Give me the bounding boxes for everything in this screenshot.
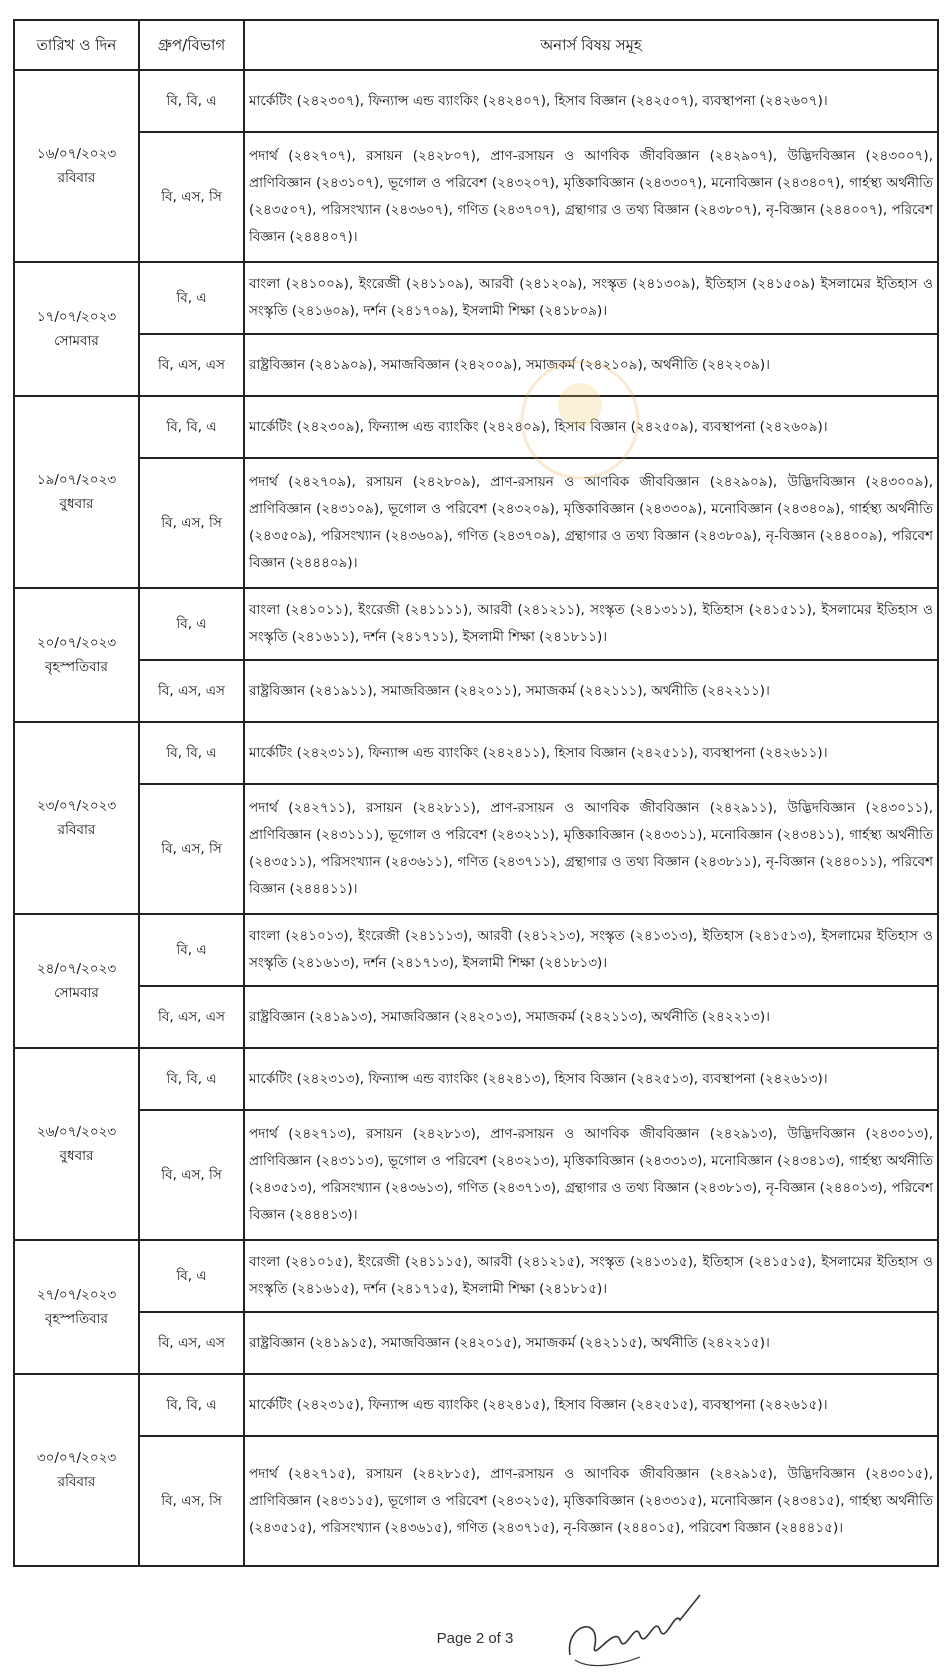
exam-date: ২৬/০৭/২০২৩: [36, 1124, 117, 1140]
date-cell: [14, 588, 139, 722]
group-cell: বি, এস, এস: [139, 1312, 244, 1374]
table-row: [14, 1436, 938, 1566]
table-row: [14, 1048, 938, 1110]
group-cell: বি, এ: [139, 1240, 244, 1312]
exam-date: ২৪/০৭/২০২৩: [36, 961, 117, 977]
subjects-cell: মার্কেটিং (২৪২৩০৯), ফিন্যান্স এন্ড ব্যাংকিং (২৪২৪০৯), হিসাব বিজ্ঞান (২৪২৫০৯), ব্যবস্থাপনা (২৪২৬০৯)।: [244, 396, 938, 458]
subjects-cell: পদার্থ (২৪২৭০৭), রসায়ন (২৪২৮০৭), প্রাণ-রসায়ন ও আণবিক জীববিজ্ঞান (২৪২৯০৭), উদ্ভিদবিজ্ঞান (২৪৩০০৭), প্রাণিবিজ্ঞান (২৪৩১০৭), ভূগোল ও পরিবেশ (২৪৩২০৭), মৃত্তিকাবিজ্ঞান (২৪৩৩০৭), মনোবিজ্ঞান (২৪৩৪০৭), গার্হস্থ্য অর্থনীতি (২৪৩৫০৭), পরিসংখ্যান (২৪৩৬০৭), গণিত (২৪৩৭০৭), গ্রন্থাগার ও তথ্য বিজ্ঞান (২৪৩৮০৭), নৃ-বিজ্ঞান (২৪৪০০৭), পরিবেশ বিজ্ঞান (২৪৪৪০৭)।: [244, 132, 938, 262]
date-cell: [14, 396, 139, 588]
table-row: [14, 722, 938, 784]
group-cell: বি, এস, এস: [139, 986, 244, 1048]
group-cell: বি, বি, এ: [139, 1048, 244, 1110]
exam-day: সোমবার: [54, 333, 99, 349]
date-cell: [14, 914, 139, 1048]
group-cell: বি, বি, এ: [139, 722, 244, 784]
group-cell: বি, এ: [139, 914, 244, 986]
date-cell: [14, 1374, 139, 1566]
table-row: [14, 1312, 938, 1374]
table-row: [14, 132, 938, 262]
group-cell: বি, এ: [139, 588, 244, 660]
header-group: গ্রুপ/বিভাগ: [139, 20, 244, 70]
exam-day: রবিবার: [57, 822, 96, 838]
subjects-cell: মার্কেটিং (২৪২৩০৭), ফিন্যান্স এন্ড ব্যাংকিং (২৪২৪০৭), হিসাব বিজ্ঞান (২৪২৫০৭), ব্যবস্থাপনা (২৪২৬০৭)।: [244, 70, 938, 132]
exam-date: ১৭/০৭/২০২৩: [36, 309, 117, 325]
exam-date: ২৩/০৭/২০২৩: [36, 798, 117, 814]
group-cell: বি, এ: [139, 262, 244, 334]
subjects-cell: পদার্থ (২৪২৭১৫), রসায়ন (২৪২৮১৫), প্রাণ-রসায়ন ও আণবিক জীববিজ্ঞান (২৪২৯১৫), উদ্ভিদবিজ্ঞান (২৪৩০১৫), প্রাণিবিজ্ঞান (২৪৩১১৫), ভূগোল ও পরিবেশ (২৪৩২১৫), মৃত্তিকাবিজ্ঞান (২৪৩৩১৫), মনোবিজ্ঞান (২৪৩৪১৫), গার্হস্থ্য অর্থনীতি (২৪৩৫১৫), পরিসংখ্যান (২৪৩৬১৫), গণিত (২৪৩৭১৫), নৃ-বিজ্ঞান (২৪৪০১৫), পরিবেশ বিজ্ঞান (২৪৪৪১৫)।: [244, 1436, 938, 1566]
table-row: [14, 588, 938, 660]
page-number: Page 2 of 3: [436, 1630, 514, 1647]
table-row: [14, 660, 938, 722]
exam-date: ৩০/০৭/২০২৩: [36, 1450, 117, 1466]
group-cell: বি, বি, এ: [139, 396, 244, 458]
subjects-cell: রাষ্ট্রবিজ্ঞান (২৪১৯১১), সমাজবিজ্ঞান (২৪২০১১), সমাজকর্ম (২৪২১১১), অর্থনীতি (২৪২২১১)।: [244, 660, 938, 722]
subjects-cell: বাংলা (২৪১০০৯), ইংরেজী (২৪১১০৯), আরবী (২৪১২০৯), সংস্কৃত (২৪১৩০৯), ইতিহাস (২৪১৫০৯) ইসলামের ইতিহাস ও সংস্কৃতি (২৪১৬০৯), দর্শন (২৪১৭০৯), ইসলামী শিক্ষা (২৪১৮০৯)।: [244, 262, 938, 334]
subjects-cell: মার্কেটিং (২৪২৩১৫), ফিন্যান্স এন্ড ব্যাংকিং (২৪২৪১৫), হিসাব বিজ্ঞান (২৪২৫১৫), ব্যবস্থাপনা (২৪২৬১৫)।: [244, 1374, 938, 1436]
subjects-cell: পদার্থ (২৪২৭০৯), রসায়ন (২৪২৮০৯), প্রাণ-রসায়ন ও আণবিক জীববিজ্ঞান (২৪২৯০৯), উদ্ভিদবিজ্ঞান (২৪৩০০৯), প্রাণিবিজ্ঞান (২৪৩১০৯), ভূগোল ও পরিবেশ (২৪৩২০৯), মৃত্তিকাবিজ্ঞান (২৪৩৩০৯), মনোবিজ্ঞান (২৪৩৪০৯), গার্হস্থ্য অর্থনীতি (২৪৩৫০৯), পরিসংখ্যান (২৪৩৬০৯), গণিত (২৪৩৭০৯), গ্রন্থাগার ও তথ্য বিজ্ঞান (২৪৩৮০৯), নৃ-বিজ্ঞান (২৪৪০০৯), পরিবেশ বিজ্ঞান (২৪৪৪০৯)।: [244, 458, 938, 588]
date-cell: [14, 1048, 139, 1240]
group-cell: বি, এস, এস: [139, 334, 244, 396]
exam-date: ১৯/০৭/২০২৩: [36, 472, 117, 488]
exam-day: সোমবার: [54, 985, 99, 1001]
table-row: [14, 1374, 938, 1436]
header-subjects: অনার্স বিষয় সমূহ: [244, 20, 938, 70]
group-cell: বি, এস, সি: [139, 1110, 244, 1240]
table-row: [14, 784, 938, 914]
exam-date: ১৬/০৭/২০২৩: [36, 146, 117, 162]
table-row: [14, 396, 938, 458]
schedule-sheet: [13, 19, 939, 1567]
subjects-cell: মার্কেটিং (২৪২৩১১), ফিন্যান্স এন্ড ব্যাংকিং (২৪২৪১১), হিসাব বিজ্ঞান (২৪২৫১১), ব্যবস্থাপনা (২৪২৬১১)।: [244, 722, 938, 784]
table-row: [14, 334, 938, 396]
subjects-cell: বাংলা (২৪১০১৩), ইংরেজী (২৪১১১৩), আরবী (২৪১২১৩), সংস্কৃত (২৪১৩১৩), ইতিহাস (২৪১৫১৩), ইসলামের ইতিহাস ও সংস্কৃতি (২৪১৬১৩), দর্শন (২৪১৭১৩), ইসলামী শিক্ষা (২৪১৮১৩)।: [244, 914, 938, 986]
subjects-cell: মার্কেটিং (২৪২৩১৩), ফিন্যান্স এন্ড ব্যাংকিং (২৪২৪১৩), হিসাব বিজ্ঞান (২৪২৫১৩), ব্যবস্থাপনা (২৪২৬১৩)।: [244, 1048, 938, 1110]
group-cell: বি, এস, সি: [139, 784, 244, 914]
subjects-cell: রাষ্ট্রবিজ্ঞান (২৪১৯১৩), সমাজবিজ্ঞান (২৪২০১৩), সমাজকর্ম (২৪২১১৩), অর্থনীতি (২৪২২১৩)।: [244, 986, 938, 1048]
exam-date: ২৭/০৭/২০২৩: [36, 1287, 117, 1303]
date-cell: [14, 722, 139, 914]
exam-day: রবিবার: [57, 170, 96, 186]
group-cell: বি, এস, এস: [139, 660, 244, 722]
table-row: [14, 262, 938, 334]
header-date-day: তারিখ ও দিন: [14, 20, 139, 70]
group-cell: বি, এস, সি: [139, 132, 244, 262]
signature: [560, 1585, 710, 1670]
subjects-cell: পদার্থ (২৪২৭১১), রসায়ন (২৪২৮১১), প্রাণ-রসায়ন ও আণবিক জীববিজ্ঞান (২৪২৯১১), উদ্ভিদবিজ্ঞান (২৪৩০১১), প্রাণিবিজ্ঞান (২৪৩১১১), ভূগোল ও পরিবেশ (২৪৩২১১), মৃত্তিকাবিজ্ঞান (২৪৩৩১১), মনোবিজ্ঞান (২৪৩৪১১), গার্হস্থ্য অর্থনীতি (২৪৩৫১১), পরিসংখ্যান (২৪৩৬১১), গণিত (২৪৩৭১১), গ্রন্থাগার ও তথ্য বিজ্ঞান (২৪৩৮১১), নৃ-বিজ্ঞান (২৪৪০১১), পরিবেশ বিজ্ঞান (২৪৪৪১১)।: [244, 784, 938, 914]
subjects-cell: বাংলা (২৪১০১৫), ইংরেজী (২৪১১১৫), আরবী (২৪১২১৫), সংস্কৃত (২৪১৩১৫), ইতিহাস (২৪১৫১৫), ইসলামের ইতিহাস ও সংস্কৃতি (২৪১৬১৫), দর্শন (২৪১৭১৫), ইসলামী শিক্ষা (২৪১৮১৫)।: [244, 1240, 938, 1312]
date-cell: [14, 262, 139, 396]
subjects-cell: রাষ্ট্রবিজ্ঞান (২৪১৯১৫), সমাজবিজ্ঞান (২৪২০১৫), সমাজকর্ম (২৪২১১৫), অর্থনীতি (২৪২২১৫)।: [244, 1312, 938, 1374]
table-row: [14, 914, 938, 986]
group-cell: বি, এস, সি: [139, 458, 244, 588]
table-row: [14, 986, 938, 1048]
exam-day: বুধবার: [59, 1148, 94, 1164]
date-cell: [14, 1240, 139, 1374]
date-cell: [14, 70, 139, 262]
subjects-cell: বাংলা (২৪১০১১), ইংরেজী (২৪১১১১), আরবী (২৪১২১১), সংস্কৃত (২৪১৩১১), ইতিহাস (২৪১৫১১), ইসলামের ইতিহাস ও সংস্কৃতি (২৪১৬১১), দর্শন (২৪১৭১১), ইসলামী শিক্ষা (২৪১৮১১)।: [244, 588, 938, 660]
table-row: [14, 1110, 938, 1240]
table-row: [14, 1240, 938, 1312]
table-row: [14, 70, 938, 132]
exam-day: বৃহস্পতিবার: [45, 659, 108, 675]
subjects-cell: পদার্থ (২৪২৭১৩), রসায়ন (২৪২৮১৩), প্রাণ-রসায়ন ও আণবিক জীববিজ্ঞান (২৪২৯১৩), উদ্ভিদবিজ্ঞান (২৪৩০১৩), প্রাণিবিজ্ঞান (২৪৩১১৩), ভূগোল ও পরিবেশ (২৪৩২১৩), মৃত্তিকাবিজ্ঞান (২৪৩৩১৩), মনোবিজ্ঞান (২৪৩৪১৩), গার্হস্থ্য অর্থনীতি (২৪৩৫১৩), পরিসংখ্যান (২৪৩৬১৩), গণিত (২৪৩৭১৩), গ্রন্থাগার ও তথ্য বিজ্ঞান (২৪৩৮১৩), নৃ-বিজ্ঞান (২৪৪০১৩), পরিবেশ বিজ্ঞান (২৪৪৪১৩)।: [244, 1110, 938, 1240]
group-cell: বি, বি, এ: [139, 70, 244, 132]
exam-day: রবিবার: [57, 1474, 96, 1490]
exam-day: বুধবার: [59, 496, 94, 512]
group-cell: বি, এস, সি: [139, 1436, 244, 1566]
subjects-cell: রাষ্ট্রবিজ্ঞান (২৪১৯০৯), সমাজবিজ্ঞান (২৪২০০৯), সমাজকর্ম (২৪২১০৯), অর্থনীতি (২৪২২০৯)।: [244, 334, 938, 396]
exam-schedule-table: [13, 19, 939, 1567]
table-row: [14, 458, 938, 588]
exam-date: ২০/০৭/২০২৩: [36, 635, 117, 651]
table-header-row: [14, 20, 938, 70]
group-cell: বি, বি, এ: [139, 1374, 244, 1436]
exam-day: বৃহস্পতিবার: [45, 1311, 108, 1327]
